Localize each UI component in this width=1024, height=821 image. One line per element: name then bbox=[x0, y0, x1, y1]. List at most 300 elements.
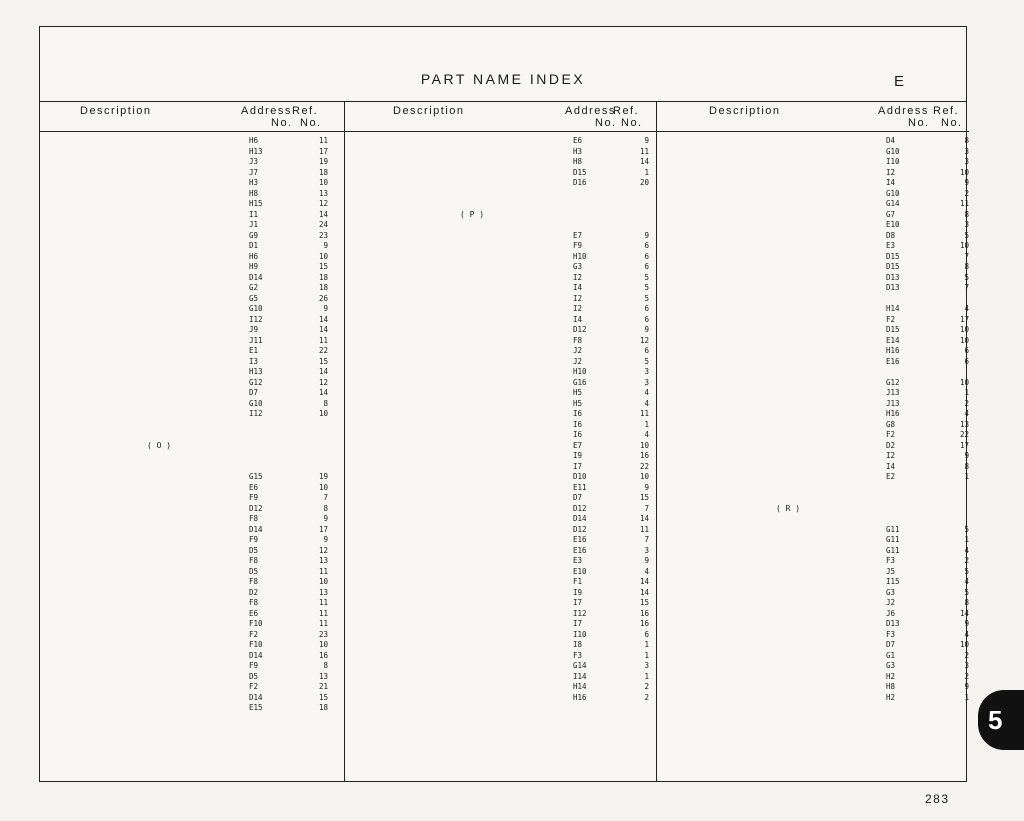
page-header bbox=[40, 27, 966, 102]
index-row bbox=[657, 388, 969, 399]
index-row bbox=[345, 346, 657, 357]
address-no: I2 bbox=[573, 293, 583, 303]
ref-no: 2 bbox=[964, 556, 969, 565]
index-row bbox=[40, 325, 344, 336]
address-no: H16 bbox=[886, 346, 900, 355]
ref-no: 17 bbox=[959, 440, 969, 450]
ref-no: 5 bbox=[964, 524, 969, 534]
ref-no: 7 bbox=[964, 283, 969, 292]
index-row bbox=[345, 294, 657, 305]
ref-no: 10 bbox=[959, 325, 969, 334]
ref-no: 3 bbox=[964, 146, 969, 156]
index-row bbox=[40, 231, 344, 242]
index-row bbox=[40, 168, 344, 179]
address-no: E2 bbox=[886, 472, 896, 481]
address-no: J5 bbox=[886, 566, 896, 576]
index-row bbox=[345, 451, 657, 462]
ref-no: 16 bbox=[318, 650, 328, 660]
address-no: I2 bbox=[573, 304, 583, 313]
ref-no: 11 bbox=[639, 146, 649, 156]
index-row bbox=[40, 619, 344, 630]
address-no: H6 bbox=[249, 251, 259, 261]
ref-no: 15 bbox=[318, 692, 328, 702]
index-row bbox=[40, 178, 344, 189]
header-description: Description bbox=[709, 105, 781, 117]
index-rows bbox=[657, 132, 969, 703]
index-row bbox=[657, 231, 969, 242]
address-no: G12 bbox=[249, 377, 263, 387]
ref-no: 8 bbox=[964, 136, 969, 145]
address-no: D16 bbox=[573, 178, 587, 187]
index-row bbox=[345, 210, 657, 221]
index-row bbox=[345, 283, 657, 294]
ref-no: 26 bbox=[318, 293, 328, 303]
address-no: D12 bbox=[573, 325, 587, 334]
address-no: F8 bbox=[249, 598, 259, 607]
ref-no: 15 bbox=[318, 262, 328, 271]
index-row bbox=[657, 199, 969, 210]
ref-no: 19 bbox=[318, 157, 328, 166]
index-row bbox=[40, 210, 344, 221]
index-row bbox=[657, 472, 969, 483]
address-no: F8 bbox=[249, 514, 259, 523]
address-no: G1 bbox=[886, 650, 896, 660]
address-no: G12 bbox=[886, 377, 900, 387]
ref-no: 4 bbox=[644, 388, 649, 397]
index-row bbox=[657, 273, 969, 284]
ref-no: 3 bbox=[644, 661, 649, 670]
address-no: E16 bbox=[886, 356, 900, 366]
address-no: G7 bbox=[886, 209, 896, 219]
ref-no: 9 bbox=[644, 136, 649, 145]
ref-no: 23 bbox=[318, 629, 328, 639]
ref-no: 1 bbox=[964, 692, 969, 702]
address-no: I12 bbox=[249, 314, 263, 324]
index-row bbox=[40, 220, 344, 231]
index-rows bbox=[345, 132, 657, 703]
index-row bbox=[40, 262, 344, 273]
address-no: I4 bbox=[886, 461, 896, 471]
index-row bbox=[345, 462, 657, 473]
index-row bbox=[40, 346, 344, 357]
index-row bbox=[657, 525, 969, 536]
address-no: H3 bbox=[249, 178, 259, 187]
index-row bbox=[657, 598, 969, 609]
ref-no: 5 bbox=[644, 283, 649, 292]
address-no: H10 bbox=[573, 251, 587, 261]
ref-no: 3 bbox=[644, 367, 649, 376]
index-row bbox=[40, 252, 344, 263]
address-no: D12 bbox=[249, 503, 263, 513]
address-no: D14 bbox=[249, 272, 263, 282]
address-no: G14 bbox=[886, 199, 900, 208]
ref-no: 23 bbox=[318, 230, 328, 240]
header-address: Address bbox=[565, 105, 616, 117]
address-no: J2 bbox=[573, 356, 583, 366]
ref-no: 8 bbox=[323, 398, 328, 408]
index-row bbox=[40, 682, 344, 693]
index-row bbox=[657, 567, 969, 578]
ref-no: 5 bbox=[964, 272, 969, 282]
address-no: D13 bbox=[886, 283, 900, 292]
address-no: G5 bbox=[249, 293, 259, 303]
ref-no: 9 bbox=[644, 556, 649, 565]
ref-no: 8 bbox=[964, 209, 969, 219]
address-no: J13 bbox=[886, 388, 900, 397]
index-row bbox=[657, 619, 969, 630]
section-heading: ( P ) bbox=[460, 209, 485, 219]
address-no: J13 bbox=[886, 398, 900, 408]
index-row bbox=[40, 483, 344, 494]
address-no: D12 bbox=[573, 503, 587, 513]
index-row bbox=[40, 420, 344, 431]
index-row bbox=[40, 430, 344, 441]
address-no: G11 bbox=[886, 545, 900, 555]
index-row bbox=[657, 252, 969, 263]
ref-no: 1 bbox=[964, 388, 969, 397]
index-row bbox=[657, 651, 969, 662]
address-no: H8 bbox=[249, 188, 259, 198]
index-row bbox=[345, 546, 657, 557]
ref-no: 24 bbox=[318, 220, 328, 229]
ref-no: 5 bbox=[964, 566, 969, 576]
ref-no: 22 bbox=[639, 461, 649, 471]
ref-no: 5 bbox=[964, 587, 969, 597]
address-no: I12 bbox=[249, 409, 263, 418]
address-no: I7 bbox=[573, 619, 583, 628]
index-row bbox=[345, 514, 657, 525]
ref-no: 1 bbox=[644, 650, 649, 660]
address-no: F2 bbox=[886, 430, 896, 439]
index-row bbox=[40, 672, 344, 683]
index-row bbox=[657, 630, 969, 641]
address-no: H15 bbox=[249, 199, 263, 208]
address-no: E16 bbox=[573, 535, 587, 544]
index-row bbox=[40, 693, 344, 704]
column-header bbox=[40, 101, 344, 132]
index-row bbox=[657, 189, 969, 200]
index-row bbox=[657, 420, 969, 431]
index-row bbox=[657, 504, 969, 515]
index-row bbox=[345, 262, 657, 273]
index-row bbox=[40, 577, 344, 588]
ref-no: 2 bbox=[964, 188, 969, 198]
ref-no: 10 bbox=[318, 251, 328, 261]
index-row bbox=[345, 220, 657, 231]
ref-no: 16 bbox=[639, 619, 649, 628]
index-row bbox=[40, 609, 344, 620]
address-no: F1 bbox=[573, 577, 583, 586]
index-row bbox=[345, 231, 657, 242]
section-heading: ( R ) bbox=[776, 503, 801, 513]
ref-no: 14 bbox=[639, 577, 649, 586]
index-row bbox=[345, 252, 657, 263]
index-row bbox=[657, 514, 969, 525]
ref-no: 10 bbox=[318, 178, 328, 187]
address-no: H13 bbox=[249, 146, 263, 156]
page-number: 283 bbox=[925, 792, 950, 806]
ref-no: 4 bbox=[964, 545, 969, 555]
section-letter: E bbox=[893, 73, 904, 90]
header-description: Description bbox=[393, 105, 465, 117]
ref-no: 12 bbox=[639, 335, 649, 345]
address-no: G8 bbox=[886, 419, 896, 429]
index-row bbox=[657, 682, 969, 693]
address-no: E14 bbox=[886, 335, 900, 345]
ref-no: 16 bbox=[639, 608, 649, 618]
index-row bbox=[40, 199, 344, 210]
index-row bbox=[345, 619, 657, 630]
index-rows bbox=[40, 132, 344, 714]
address-no: H5 bbox=[573, 398, 583, 408]
address-no: H14 bbox=[573, 682, 587, 691]
address-no: J1 bbox=[249, 220, 259, 229]
index-row bbox=[345, 441, 657, 452]
ref-no: 6 bbox=[644, 629, 649, 639]
ref-no: 6 bbox=[644, 304, 649, 313]
address-no: J11 bbox=[249, 335, 263, 345]
address-no: D15 bbox=[886, 251, 900, 261]
index-row bbox=[345, 682, 657, 693]
index-row bbox=[345, 630, 657, 641]
address-no: D7 bbox=[249, 388, 259, 397]
index-row bbox=[40, 640, 344, 651]
ref-no: 1 bbox=[644, 167, 649, 177]
index-row bbox=[40, 336, 344, 347]
index-row bbox=[657, 346, 969, 357]
ref-no: 10 bbox=[959, 167, 969, 177]
address-no: F2 bbox=[249, 629, 259, 639]
header-address-no: No. bbox=[271, 117, 293, 129]
ref-no: 2 bbox=[964, 398, 969, 408]
index-row bbox=[40, 598, 344, 609]
address-no: D13 bbox=[886, 272, 900, 282]
ref-no: 8 bbox=[964, 461, 969, 471]
index-row bbox=[345, 472, 657, 483]
ref-no: 4 bbox=[644, 566, 649, 576]
address-no: F3 bbox=[886, 556, 896, 565]
ref-no: 10 bbox=[318, 640, 328, 649]
ref-no: 22 bbox=[318, 346, 328, 355]
address-no: J3 bbox=[249, 157, 259, 166]
header-address-no: No. bbox=[908, 117, 930, 129]
index-row bbox=[345, 535, 657, 546]
header-ref-no: No. bbox=[621, 117, 643, 129]
index-row bbox=[345, 136, 657, 147]
ref-no: 9 bbox=[644, 230, 649, 240]
column-header bbox=[657, 101, 969, 132]
address-no: H6 bbox=[249, 136, 259, 145]
ref-no: 4 bbox=[644, 430, 649, 439]
index-row bbox=[657, 325, 969, 336]
ref-no: 15 bbox=[318, 356, 328, 366]
ref-no: 1 bbox=[644, 640, 649, 649]
ref-no: 18 bbox=[318, 167, 328, 177]
ref-no: 4 bbox=[964, 409, 969, 418]
index-row bbox=[345, 241, 657, 252]
address-no: I15 bbox=[886, 577, 900, 586]
ref-no: 14 bbox=[639, 157, 649, 166]
index-row bbox=[40, 493, 344, 504]
address-no: E7 bbox=[573, 440, 583, 450]
address-no: F9 bbox=[573, 241, 583, 250]
address-no: D4 bbox=[886, 136, 896, 145]
address-no: H8 bbox=[573, 157, 583, 166]
ref-no: 11 bbox=[318, 619, 328, 628]
index-row bbox=[657, 609, 969, 620]
address-no: D5 bbox=[249, 566, 259, 576]
address-no: J2 bbox=[573, 346, 583, 355]
index-row bbox=[345, 577, 657, 588]
address-no: I8 bbox=[573, 640, 583, 649]
index-row bbox=[40, 567, 344, 578]
index-row bbox=[345, 367, 657, 378]
index-row bbox=[657, 693, 969, 704]
address-no: D7 bbox=[886, 640, 896, 649]
index-row bbox=[40, 546, 344, 557]
index-row bbox=[40, 472, 344, 483]
address-no: I2 bbox=[886, 167, 896, 177]
address-no: G10 bbox=[886, 188, 900, 198]
address-no: F3 bbox=[573, 650, 583, 660]
ref-no: 8 bbox=[964, 598, 969, 607]
ref-no: 13 bbox=[318, 188, 328, 198]
address-no: G10 bbox=[249, 304, 263, 313]
ref-no: 11 bbox=[639, 524, 649, 534]
ref-no: 6 bbox=[644, 262, 649, 271]
index-row bbox=[345, 640, 657, 651]
index-row bbox=[345, 315, 657, 326]
address-no: H3 bbox=[573, 146, 583, 156]
ref-no: 3 bbox=[964, 220, 969, 229]
index-row bbox=[40, 189, 344, 200]
ref-no: 14 bbox=[318, 367, 328, 376]
address-no: J9 bbox=[249, 325, 259, 334]
address-no: G3 bbox=[573, 262, 583, 271]
index-column-3 bbox=[656, 101, 969, 781]
address-no: I12 bbox=[573, 608, 587, 618]
ref-no: 3 bbox=[644, 377, 649, 387]
ref-no: 9 bbox=[964, 178, 969, 187]
header-ref-no: No. bbox=[941, 117, 963, 129]
index-row bbox=[40, 514, 344, 525]
index-row bbox=[657, 493, 969, 504]
index-row bbox=[345, 168, 657, 179]
index-row bbox=[345, 661, 657, 672]
address-no: D5 bbox=[249, 671, 259, 681]
index-row bbox=[40, 451, 344, 462]
address-no: E6 bbox=[249, 482, 259, 492]
index-row bbox=[40, 588, 344, 599]
address-no: D5 bbox=[249, 545, 259, 555]
ref-no: 10 bbox=[639, 440, 649, 450]
address-no: G9 bbox=[249, 230, 259, 240]
ref-no: 2 bbox=[644, 682, 649, 691]
ref-no: 18 bbox=[318, 283, 328, 292]
ref-no: 6 bbox=[644, 241, 649, 250]
ref-no: 12 bbox=[318, 377, 328, 387]
ref-no: 1 bbox=[644, 671, 649, 681]
ref-no: 6 bbox=[964, 346, 969, 355]
index-row bbox=[657, 399, 969, 410]
index-row bbox=[345, 304, 657, 315]
index-row bbox=[657, 640, 969, 651]
ref-no: 9 bbox=[644, 482, 649, 492]
index-row bbox=[40, 661, 344, 672]
address-no: E1 bbox=[249, 346, 259, 355]
address-no: E7 bbox=[573, 230, 583, 240]
index-row bbox=[657, 304, 969, 315]
chapter-tab: 5 bbox=[978, 690, 1024, 750]
index-row bbox=[345, 325, 657, 336]
ref-no: 4 bbox=[644, 398, 649, 408]
ref-no: 1 bbox=[644, 419, 649, 429]
header-address: Address bbox=[241, 105, 292, 117]
index-row bbox=[345, 598, 657, 609]
index-row bbox=[40, 294, 344, 305]
address-no: E6 bbox=[573, 136, 583, 145]
index-row bbox=[40, 462, 344, 473]
address-no: D15 bbox=[886, 262, 900, 271]
index-row bbox=[40, 367, 344, 378]
index-row bbox=[657, 294, 969, 305]
ref-no: 14 bbox=[318, 325, 328, 334]
ref-no: 9 bbox=[323, 535, 328, 544]
ref-no: 9 bbox=[644, 325, 649, 334]
index-row bbox=[657, 535, 969, 546]
index-row bbox=[657, 588, 969, 599]
ref-no: 7 bbox=[323, 493, 328, 502]
ref-no: 15 bbox=[639, 493, 649, 502]
index-row bbox=[345, 609, 657, 620]
address-no: F3 bbox=[886, 629, 896, 639]
ref-no: 14 bbox=[318, 314, 328, 324]
index-row bbox=[657, 283, 969, 294]
ref-no: 10 bbox=[318, 577, 328, 586]
address-no: I6 bbox=[573, 430, 583, 439]
ref-no: 9 bbox=[323, 514, 328, 523]
index-row bbox=[40, 357, 344, 368]
index-row bbox=[657, 220, 969, 231]
address-no: F2 bbox=[886, 314, 896, 324]
address-no: D14 bbox=[249, 524, 263, 534]
address-no: H5 bbox=[573, 388, 583, 397]
address-no: I7 bbox=[573, 598, 583, 607]
ref-no: 2 bbox=[964, 650, 969, 660]
address-no: E10 bbox=[886, 220, 900, 229]
index-row bbox=[40, 273, 344, 284]
address-no: I14 bbox=[573, 671, 587, 681]
ref-no: 1 bbox=[964, 535, 969, 544]
index-row bbox=[345, 430, 657, 441]
address-no: G16 bbox=[573, 377, 587, 387]
index-row bbox=[657, 451, 969, 462]
ref-no: 5 bbox=[644, 293, 649, 303]
index-row bbox=[345, 672, 657, 683]
address-no: I9 bbox=[573, 587, 583, 597]
address-no: D13 bbox=[886, 619, 900, 628]
address-no: E6 bbox=[249, 608, 259, 618]
index-row bbox=[657, 441, 969, 452]
index-row bbox=[657, 367, 969, 378]
address-no: H9 bbox=[249, 262, 259, 271]
address-no: F10 bbox=[249, 619, 263, 628]
ref-no: 14 bbox=[318, 388, 328, 397]
ref-no: 6 bbox=[964, 356, 969, 366]
index-row bbox=[657, 136, 969, 147]
index-row bbox=[40, 136, 344, 147]
address-no: F8 bbox=[249, 577, 259, 586]
